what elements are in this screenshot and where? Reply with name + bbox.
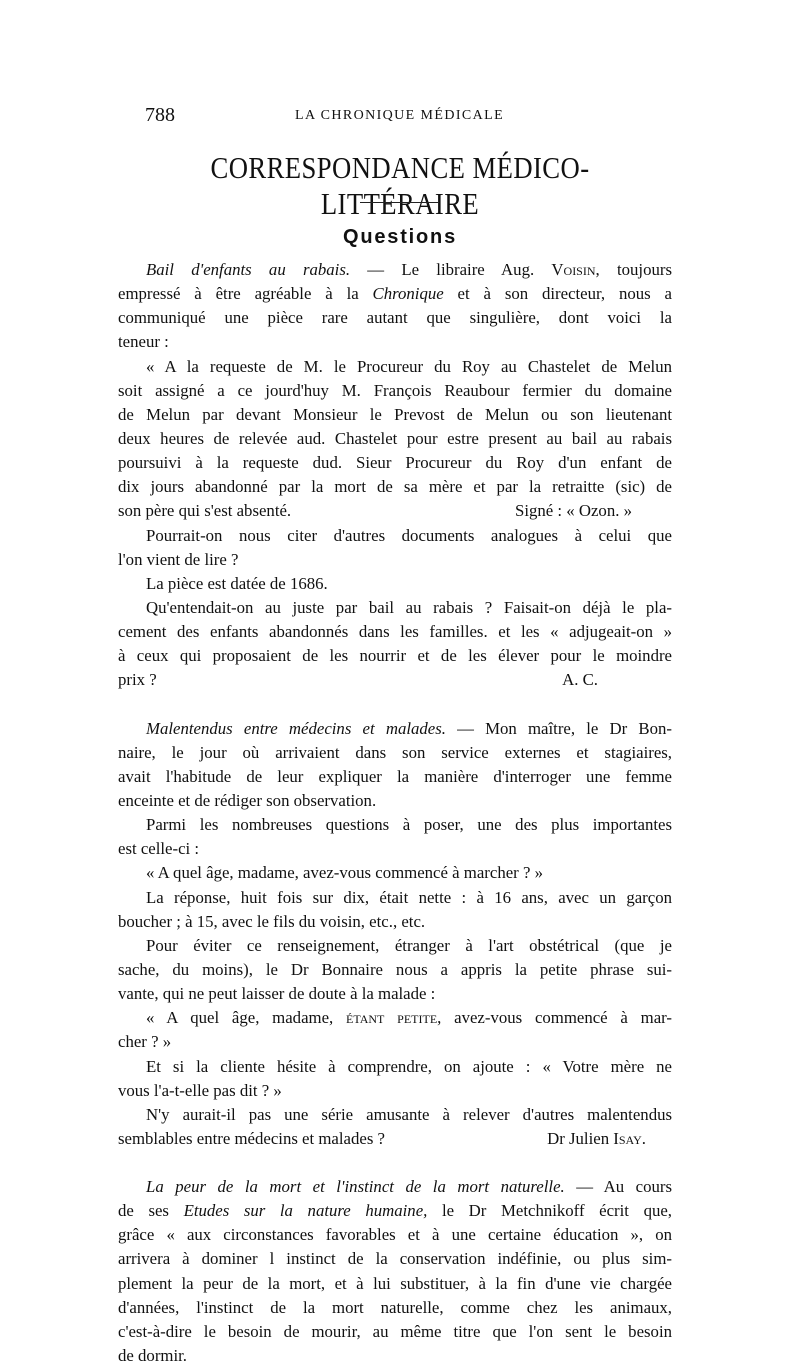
text-line: arrivera à dominer l instinct de la conservation indéfinie, ou plus sim- xyxy=(118,1249,672,1269)
question-bail-enfants xyxy=(118,258,672,693)
text-line: La pièce est datée de 1686. xyxy=(146,573,328,593)
text-line: teneur : xyxy=(118,332,169,352)
text-line: naire, le jour où arrivaient dans son service externes et stagiaires, xyxy=(118,742,672,762)
journal-name: Chronique xyxy=(372,284,444,304)
signature: Dr Julien Isay. xyxy=(547,1128,646,1148)
section-spacer xyxy=(118,1151,672,1175)
text-line: « A la requeste de M. le Procureur du Roy au Chastelet de Melun xyxy=(146,356,672,376)
text-line: à ceux qui proposaient de les nourrir et de les élever pour le moindre xyxy=(118,646,672,666)
text-line: enceinte et de rédiger son observation. xyxy=(118,790,377,810)
text-line: poursuivi à la requeste dud. Sieur Procureur du Roy d'un enfant de xyxy=(118,453,672,473)
article-body xyxy=(118,258,672,1368)
text-line: Parmi les nombreuses questions à poser, une des plus importantes xyxy=(146,815,672,835)
text-line: Pourrait-on nous citer d'autres documents analogues à celui que xyxy=(146,525,672,545)
text-line: de ses Etudes sur la nature humaine, le Dr Metchnikoff écrit que, xyxy=(118,1201,672,1221)
text-line: grâce « aux circonstances favorables et à une certaine éducation », on xyxy=(118,1225,672,1245)
title-divider xyxy=(360,202,438,203)
text-line: de dormir. xyxy=(118,1346,187,1366)
text-line: dix jours abandonné par la mort de sa mère et par la retraitte (sic) de xyxy=(118,477,672,497)
text-line: son père qui s'est absenté. Signé : « Ozon. » xyxy=(118,499,672,523)
book-title: Etudes sur la nature humaine, xyxy=(183,1201,428,1221)
text-line: c'est-à-dire le besoin de mourir, au même titre que l'on sent le besoin xyxy=(118,1321,672,1341)
text-line: prix ? A. C. xyxy=(118,668,672,692)
text-line: La réponse, huit fois sur dix, était nette : à 16 ans, avec un garçon xyxy=(146,887,672,907)
text-line: cement des enfants abandonnés dans les familles. et les « adjugeait-on » xyxy=(118,622,672,642)
text-line: l'on vient de lire ? xyxy=(118,549,239,569)
text-line: Bail d'enfants au rabais. — Le libraire Aug. Voisin, toujours xyxy=(146,260,672,279)
text-line: de Melun par devant Monsieur le Prevost de Melun ou son lieutenant xyxy=(118,404,672,424)
text-line: soit assigné a ce jourd'huy M. François Reaubour fermier du domaine xyxy=(118,380,672,400)
question-title: Bail d'enfants au rabais. xyxy=(146,260,351,279)
text-line: communiqué une pièce rare autant que singulière, dont voici la xyxy=(118,308,672,328)
question-malentendus xyxy=(118,717,672,1152)
page-number: 788 xyxy=(145,104,175,126)
running-title: LA CHRONIQUE MÉDICALE xyxy=(295,108,505,123)
text-line: Malentendus entre médecins et malades. — Mon maître, le Dr Bon- xyxy=(146,718,672,738)
text-line: Qu'entendait-on au juste par bail au rabais ? Faisait-on déjà le pla- xyxy=(146,597,672,617)
text-line: plement la peur de la mort, et à lui substituer, à la fin d'une vie chargée xyxy=(118,1273,672,1293)
text-line: La peur de la mort et l'instinct de la mort naturelle. — Au cours xyxy=(146,1177,672,1197)
text-line: empressé à être agréable à la Chronique et à son directeur, nous a xyxy=(118,284,672,304)
text-line: vante, qui ne peut laisser de doute à la malade : xyxy=(118,984,436,1004)
question-title: Malentendus entre médecins et malades. xyxy=(146,718,446,738)
article-title: CORRESPONDANCE MÉDICO-LITTÉRAIRE xyxy=(210,150,590,221)
question-title: La peur de la mort et l'instinct de la mort naturelle. xyxy=(146,1177,565,1197)
text-line: vous l'a-t-elle pas dit ? » xyxy=(118,1080,282,1100)
text-line: d'années, l'instinct de la mort naturelle, comme chez les animaux, xyxy=(118,1297,672,1317)
text-line: avait l'habitude de leur expliquer la manière d'interroger une femme xyxy=(118,766,672,786)
section-heading: Questions xyxy=(343,226,457,248)
text-line: N'y aurait-il pas une série amusante à relever d'autres malentendus xyxy=(146,1104,672,1124)
signature: Signé : « Ozon. » xyxy=(515,501,632,521)
text-line: sache, du moins), le Dr Bonnaire nous a appris la petite phrase sui- xyxy=(118,959,672,979)
text-line: Pour éviter ce renseignement, étranger à l'art obstétrical (que je xyxy=(146,935,672,955)
page-header xyxy=(145,104,670,132)
signature: A. C. xyxy=(562,670,598,690)
text-line: deux heures de relevée aud. Chastelet pour estre present au bail au rabais xyxy=(118,428,672,448)
text-line: boucher ; à 15, avec le fils du voisin, etc., etc. xyxy=(118,911,426,931)
question-peur-mort xyxy=(118,1175,672,1368)
author-name: Voisin xyxy=(551,260,596,279)
text-line: Et si la cliente hésite à comprendre, on ajoute : « Votre mère ne xyxy=(146,1056,672,1076)
text-line: cher ? » xyxy=(118,1032,172,1052)
text-line: est celle-ci : xyxy=(118,839,200,859)
text-line: semblables entre médecins et malades ? Dr Julien Isay. xyxy=(118,1127,672,1151)
text-line: « A quel âge, madame, étant petite, avez-vous commencé à mar- xyxy=(146,1008,672,1028)
section-spacer xyxy=(118,693,672,717)
text-line: « A quel âge, madame, avez-vous commencé à marcher ? » xyxy=(146,863,543,883)
author-name: Isay xyxy=(613,1128,642,1148)
